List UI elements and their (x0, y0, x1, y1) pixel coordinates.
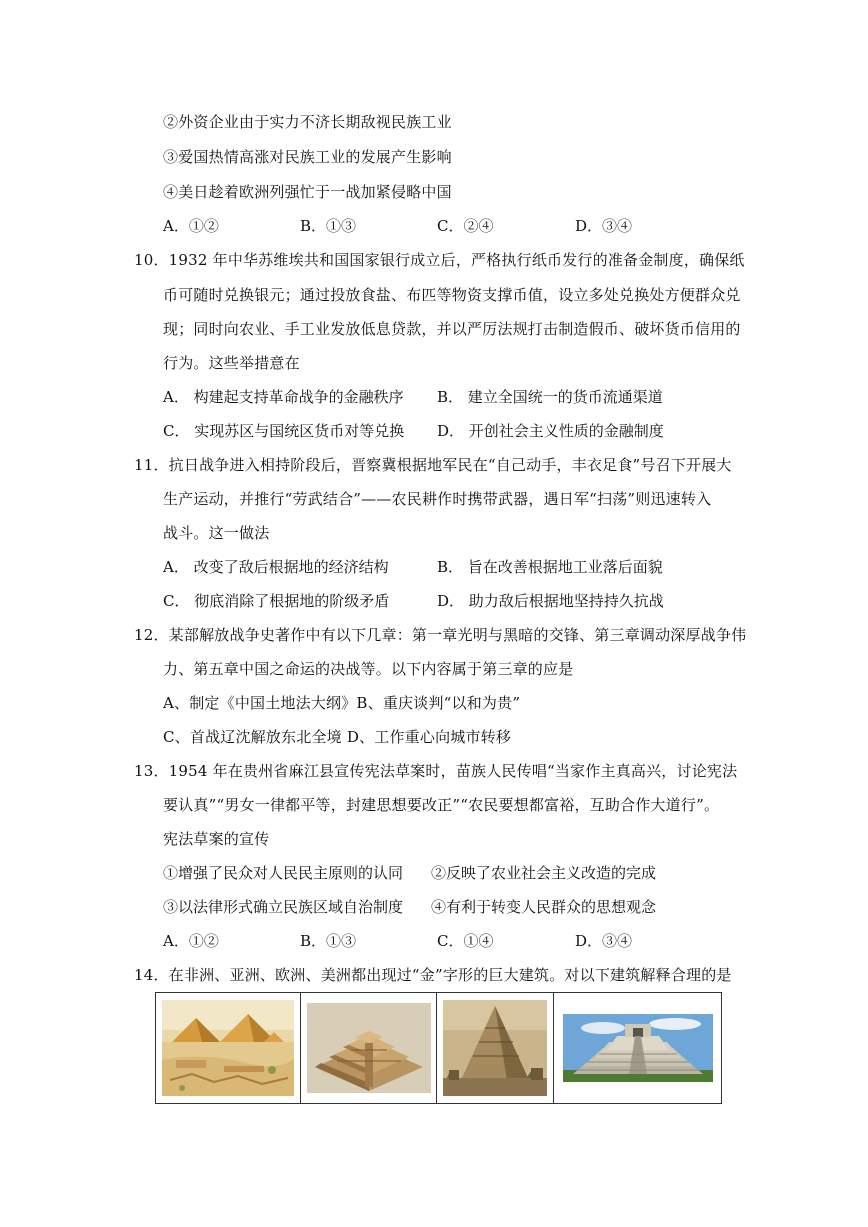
q9-option-b[interactable]: B．①③ (300, 217, 357, 235)
q13-item-4: ④有利于转变人民群众的思想观念 (431, 898, 657, 916)
q10-stem-line-1: 10．1932 年中华苏维埃共和国国家银行成立后，严格执行纸币发行的准备金制度，确保纸 (134, 251, 745, 269)
q11-stem-line-2: 生产运动，并推行“劳武结合”——农民耕作时携带武器，遇日军“扫荡”则迅速转入 (163, 490, 712, 508)
q13-option-c[interactable]: C．①④ (437, 932, 494, 950)
q11-option-a[interactable]: A． 改变了敌后根据地的经济结构 (163, 558, 389, 576)
q14-figure-table (155, 992, 722, 1104)
q10-option-d[interactable]: D． 开创社会主义性质的金融制度 (437, 422, 664, 440)
roman-pyramid-engraving (443, 1000, 547, 1096)
q11-option-d[interactable]: D． 助力敌后根据地坚持持久抗战 (437, 592, 664, 610)
q14-stem-line-1: 14．在非洲、亚洲、欧洲、美洲都出现过“金”字形的巨大建筑。对以下建筑解释合理的是 (134, 966, 732, 984)
q10-option-b[interactable]: B． 建立全国统一的货币流通渠道 (437, 388, 663, 406)
q13-item-1: ①增强了民众对人民民主原则的认同 (163, 864, 404, 882)
q10-option-c[interactable]: C． 实现苏区与国统区货币对等兑换 (163, 422, 405, 440)
q12-stem-line-2: 力、第五章中国之命运的决战等。以下内容属于第三章的应是 (163, 660, 574, 678)
q10-stem-line-2: 币可随时兑换银元；通过投放食盐、布匹等物资支撑币值，设立多处兑换处方便群众兑 (163, 286, 741, 304)
q10-option-a[interactable]: A． 构建起支持革命战争的金融秩序 (163, 388, 404, 406)
ziggurat-illustration (307, 1003, 431, 1093)
figure-cestius-pyramid (437, 993, 554, 1103)
q12-options-line-1[interactable]: A、制定《中国土地法大纲》B、重庆谈判“以和为贵” (163, 694, 521, 712)
q13-stem-line-3: 宪法草案的宣传 (163, 830, 270, 848)
q9-item-2: ②外资企业由于实力不济长期敌视民族工业 (163, 113, 452, 131)
q11-stem-line-3: 战斗。这一做法 (163, 524, 270, 542)
q13-option-b[interactable]: B．①③ (300, 932, 357, 950)
q13-stem-line-1: 13．1954 年在贵州省麻江县宣传宪法草案时，苗族人民传唱“当家作主真高兴，讨论宪法 (134, 762, 738, 780)
q11-stem-line-1: 11．抗日战争进入相持阶段后，晋察冀根据地军民在“自己动手，丰衣足食”号召下开展大 (134, 456, 732, 474)
q13-stem-line-2: 要认真”“男女一律都平等，封建思想要改正”“农民要想都富裕，互助合作大道行”。 (163, 796, 720, 814)
egyptian-pyramids-illustration (162, 1000, 294, 1096)
q13-item-3: ③以法律形式确立民族区域自治制度 (163, 898, 404, 916)
mayan-pyramid-photo (563, 1014, 713, 1082)
q13-option-d[interactable]: D．③④ (575, 932, 633, 950)
figure-mayan-pyramid (554, 993, 721, 1103)
q11-option-b[interactable]: B． 旨在改善根据地工业落后面貌 (437, 558, 663, 576)
figure-egyptian-pyramids (156, 993, 301, 1103)
q11-option-c[interactable]: C． 彻底消除了根据地的阶级矛盾 (163, 592, 390, 610)
q13-item-2: ②反映了农业社会主义改造的完成 (431, 864, 657, 882)
q10-stem-line-3: 现；同时向农业、手工业发放低息贷款，并以严厉法规打击制造假币、破坏货币信用的 (163, 320, 741, 338)
q9-item-3: ③爱国热情高涨对民族工业的发展产生影响 (163, 148, 452, 166)
q9-item-4: ④美日趁着欧洲列强忙于一战加紧侵略中国 (163, 183, 452, 201)
q12-options-line-2[interactable]: C、首战辽沈解放东北全境 D、工作重心向城市转移 (163, 728, 512, 746)
q9-option-c[interactable]: C．②④ (437, 217, 494, 235)
q9-option-d[interactable]: D．③④ (575, 217, 633, 235)
q12-stem-line-1: 12．某部解放战争史著作中有以下几章：第一章光明与黑暗的交锋、第三章调动深厚战争伟 (134, 626, 747, 644)
figure-ziggurat (301, 993, 437, 1103)
q13-option-a[interactable]: A．①② (163, 932, 219, 950)
q9-option-a[interactable]: A．①② (163, 217, 219, 235)
q10-stem-line-4: 行为。这些举措意在 (163, 354, 300, 372)
